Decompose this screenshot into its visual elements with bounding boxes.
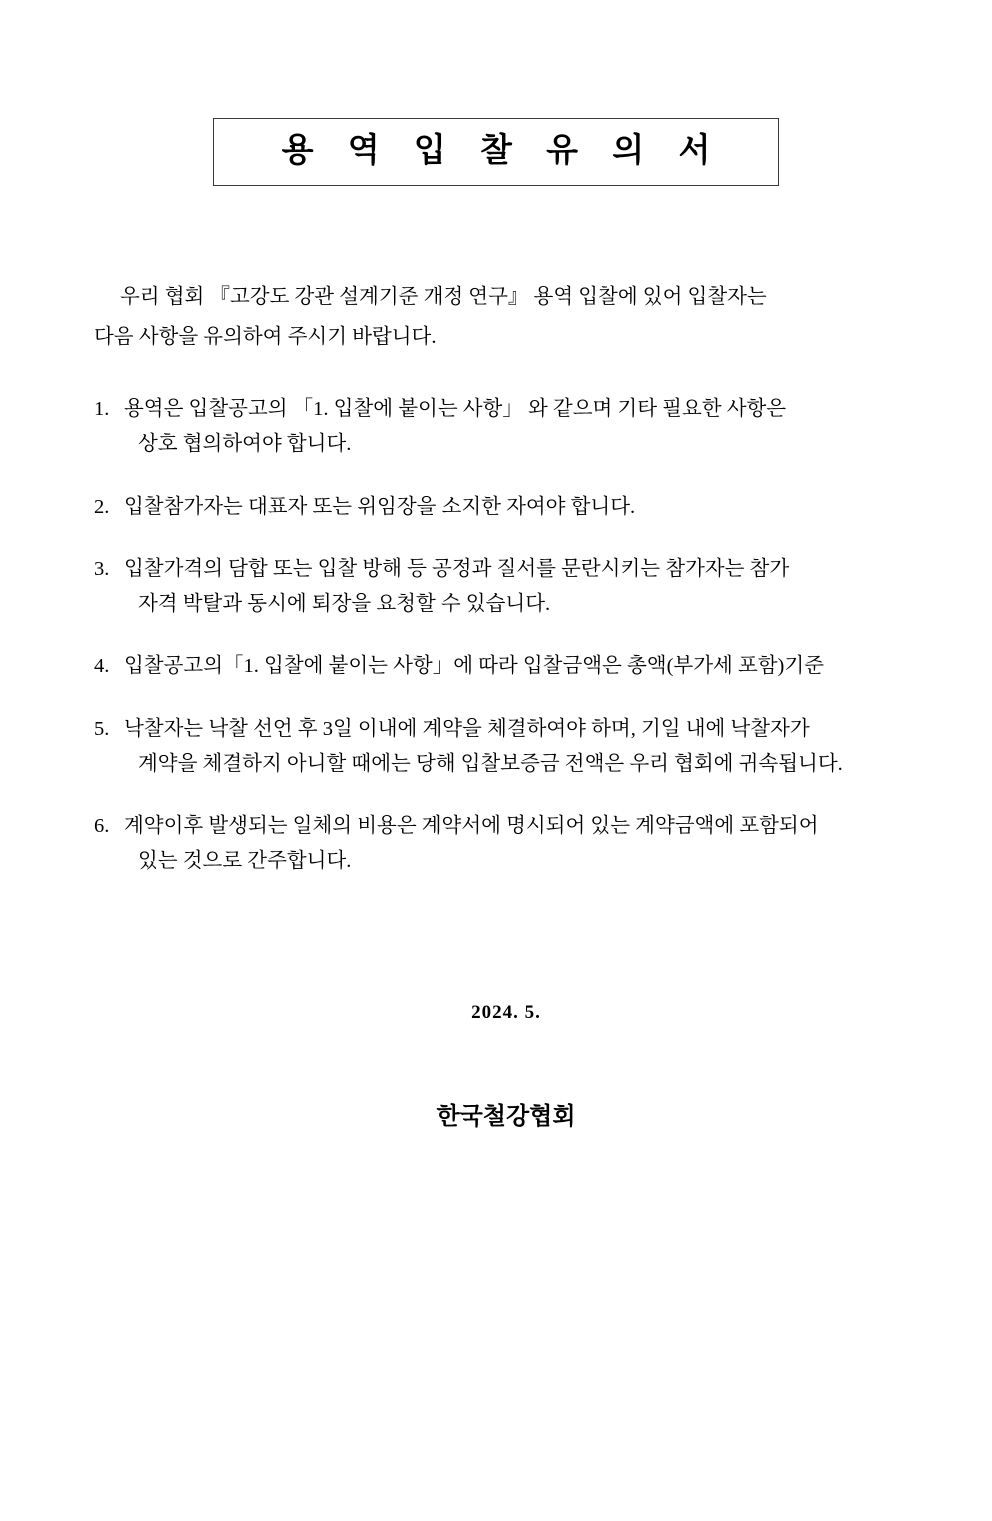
list-item: [94, 649, 910, 684]
list-item-line-1: 입찰가격의 담합 또는 입찰 방해 등 공정과 질서를 문란시키는 참가자는 참가: [124, 557, 790, 580]
list-item-number: 6.: [94, 815, 110, 838]
list-item-number: 3.: [94, 557, 110, 580]
list-item: [94, 809, 910, 880]
list-item-line-1: 용역은 입찰공고의 「1. 입찰에 붙이는 사항」 와 같으며 기타 필요한 사항은: [124, 398, 787, 421]
list-item-line-1: 낙찰자는 낙찰 선언 후 3일 이내에 계약을 체결하여야 하며, 기일 내에 낙찰자가: [124, 717, 810, 740]
list-item-line-1: 입찰공고의「1. 입찰에 붙이는 사항」에 따라 입찰금액은 총액(부가세 포함)기준: [124, 655, 824, 678]
list-item-body: [124, 649, 910, 684]
list-item-body: [124, 809, 910, 880]
document-date: 2024. 5.: [471, 1001, 541, 1023]
organization-name: 한국철강협회: [436, 1103, 576, 1130]
list-item-number: 1.: [94, 398, 110, 421]
title-box: [213, 118, 779, 186]
list-item-number: 4.: [94, 655, 110, 678]
list-item-number: 5.: [94, 717, 110, 740]
list-item-line-1: 입찰참가자는 대표자 또는 위임장을 소지한 자여야 합니다.: [124, 495, 636, 518]
list-item-body: [124, 552, 910, 623]
list-item: [94, 712, 910, 783]
list-item-line-2: 자격 박탈과 동시에 퇴장을 요청할 수 있습니다.: [138, 593, 551, 616]
intro-line-2: 다음 사항을 유의하여 주시기 바랍니다.: [94, 326, 437, 349]
document-page: [0, 118, 992, 1521]
list-item-line-2: 상호 협의하여야 합니다.: [138, 433, 352, 456]
title-container: [72, 118, 920, 186]
intro-line-1: 우리 협회 『고강도 강관 설계기준 개정 연구』 용역 입찰에 있어 입찰자는: [120, 286, 767, 309]
notice-list: [94, 392, 910, 880]
list-item-number: 2.: [94, 495, 110, 518]
list-item-body: [124, 490, 910, 525]
list-item-line-2: 계약을 체결하지 아니할 때에는 당해 입찰보증금 전액은 우리 협회에 귀속됩니다.: [138, 752, 843, 775]
list-item-body: [124, 712, 910, 783]
list-item-line-1: 계약이후 발생되는 일체의 비용은 계약서에 명시되어 있는 계약금액에 포함되어: [124, 815, 819, 838]
list-item-line-2: 있는 것으로 간주합니다.: [138, 850, 352, 873]
list-item-body: [124, 392, 910, 463]
intro-paragraph: [94, 278, 900, 358]
page-title: 용 역 입 찰 유 의 서: [281, 133, 724, 169]
list-item: [94, 392, 910, 463]
list-item: [94, 490, 910, 525]
list-item: [94, 552, 910, 623]
